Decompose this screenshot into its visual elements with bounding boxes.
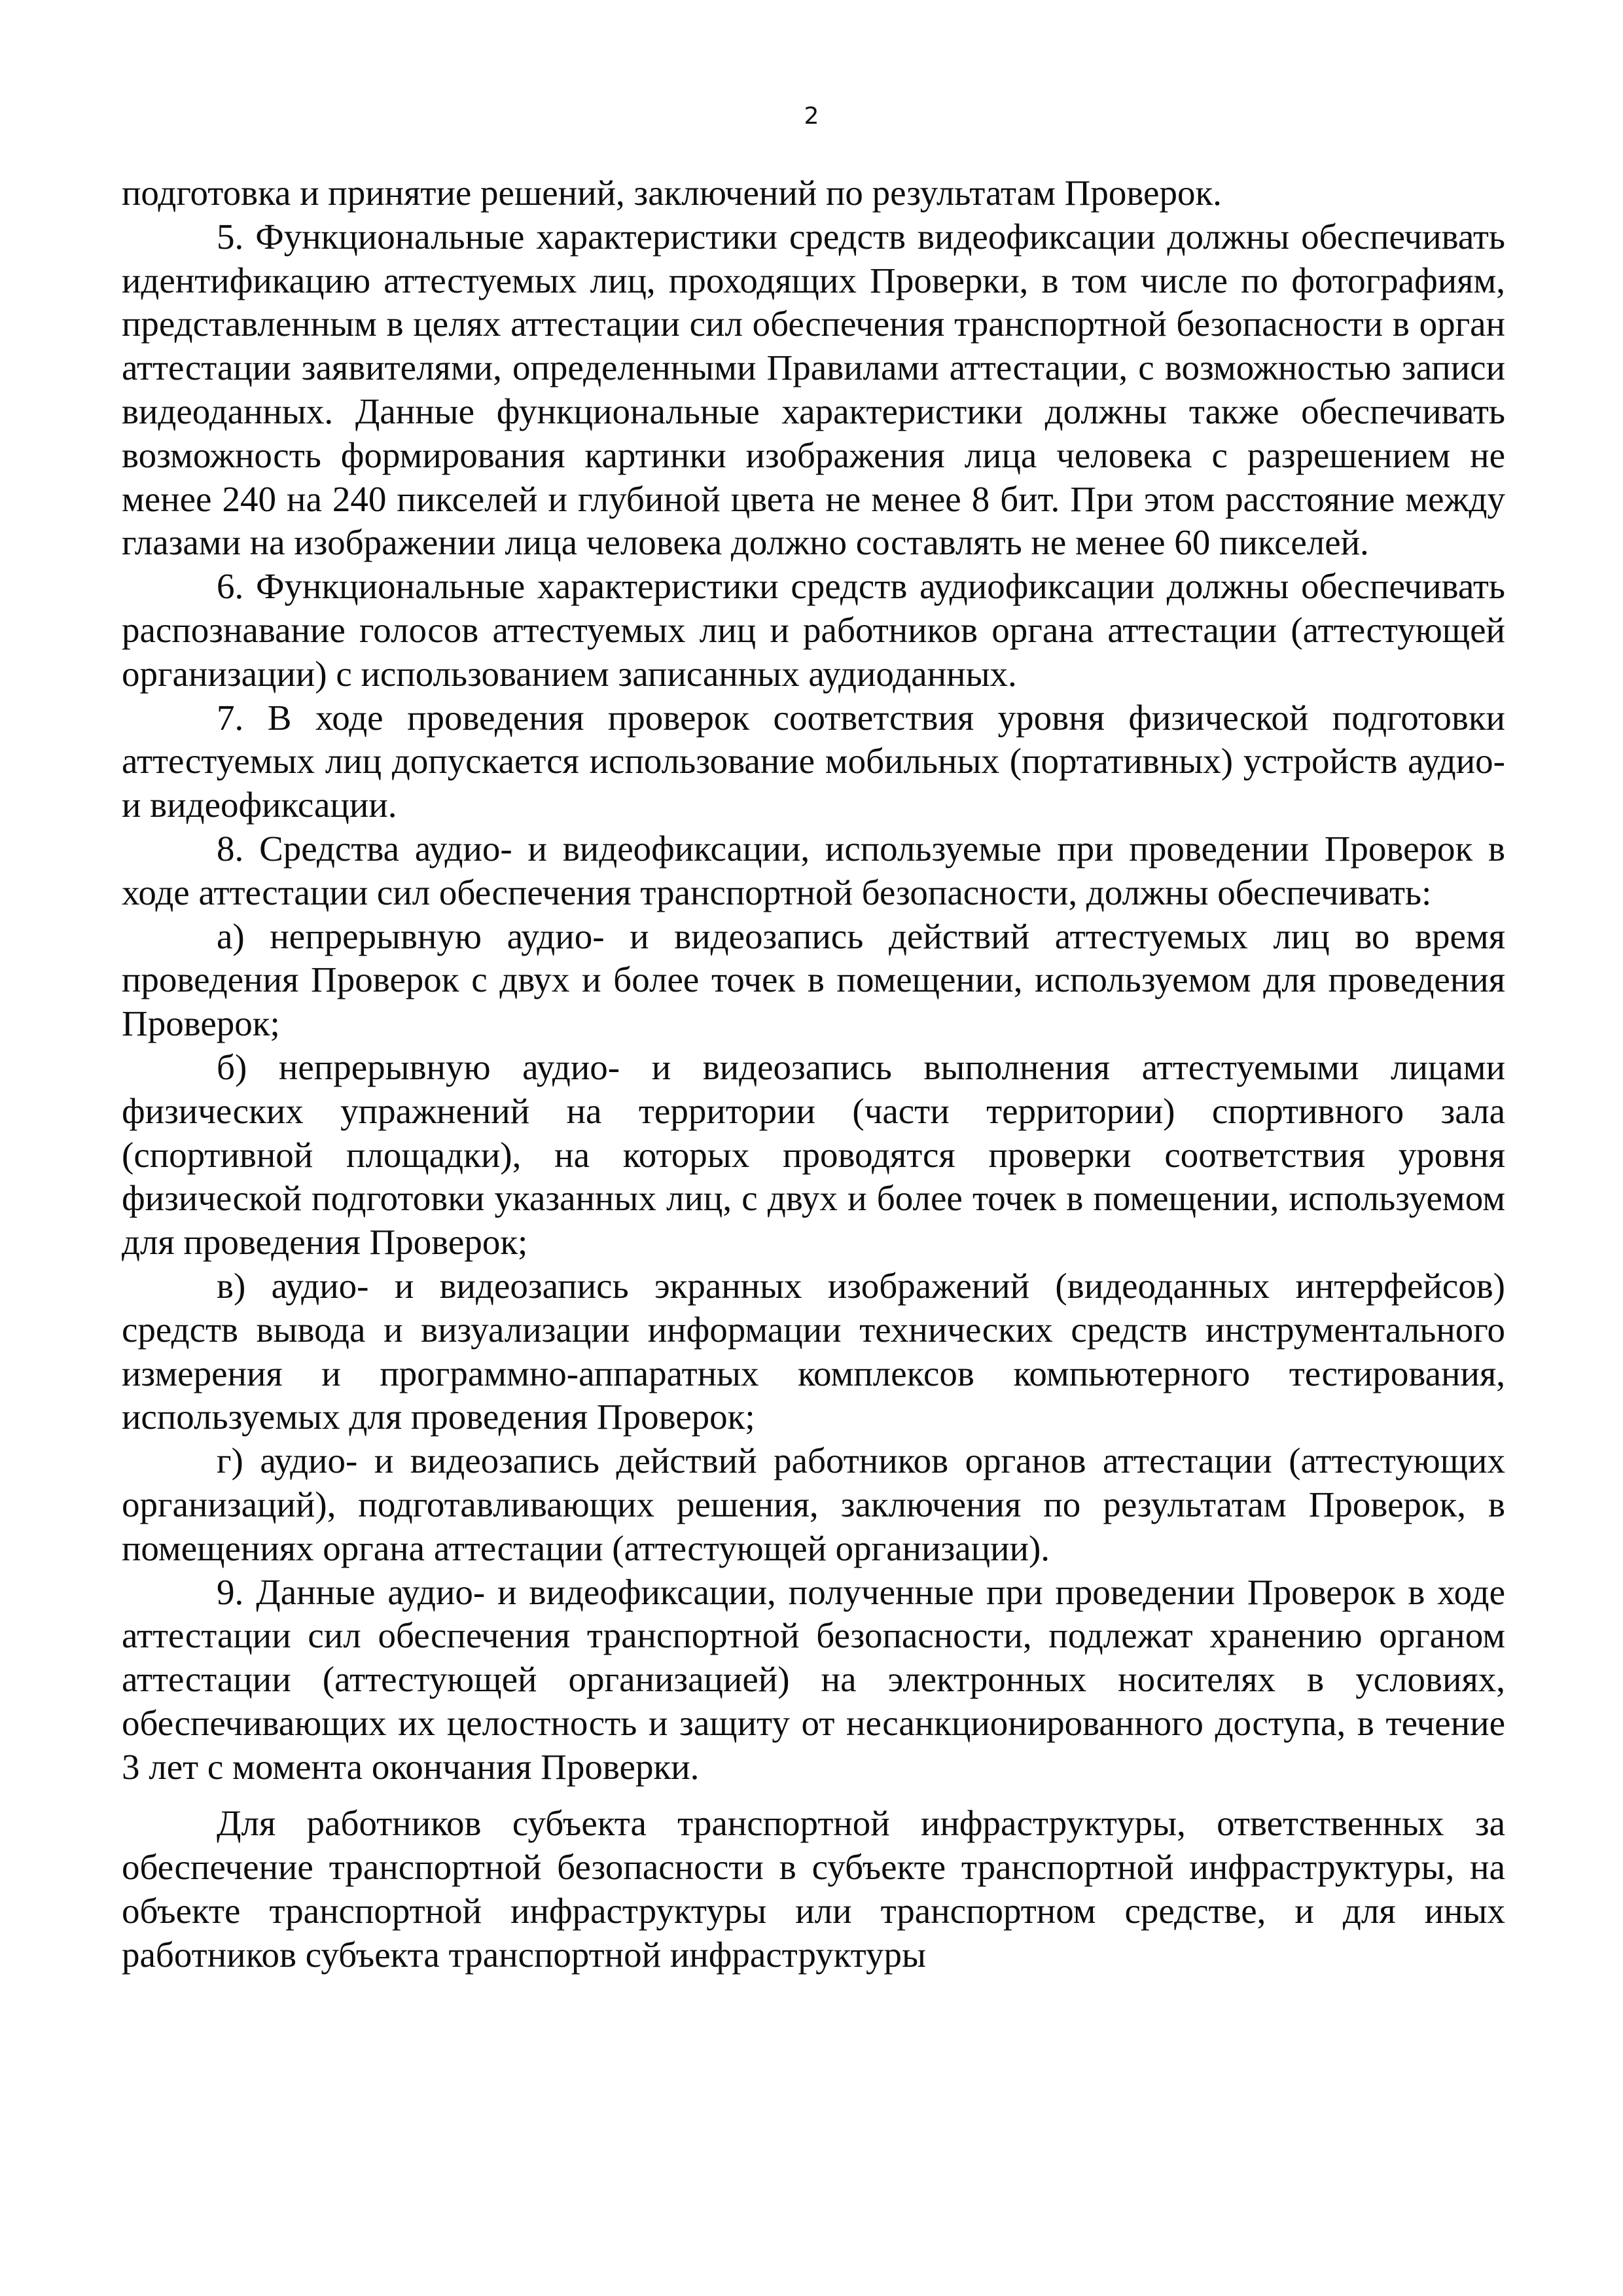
paragraph-item-8v: в) аудио- и видеозапись экранных изображений (видеоданных интерфейсов) средств вывода и визуализации информации технических средств инструментального измерения и программно-аппаратных комплексов компьютерного тестирования, используемых для проведения Проверок; bbox=[122, 1265, 1505, 1437]
paragraph-item-8a: а) непрерывную аудио- и видеозапись действий аттестуемых лиц во время проведения Проверок с двух и более точек в помещении, используемом для проведения Проверок; bbox=[122, 916, 1505, 1044]
paragraph-item-8b: б) непрерывную аудио- и видеозапись выполнения аттестуемыми лицами физических упражнений на территории (части территории) спортивного зала (спортивной площадки), на которых проводятся проверки соответствия уровня физической подготовки указанных лиц, с двух и более точек в помещении, используемом для проведения Проверок; bbox=[122, 1047, 1505, 1263]
document-body bbox=[122, 171, 1505, 1977]
paragraph-item-5: 5. Функциональные характеристики средств видеофиксации должны обеспечивать идентификацию аттестуемых лиц, проходящих Проверки, в том числе по фотографиям, представленным в целях аттестации сил обеспечения транспортной безопасности в орган аттестации заявителями, определенными Правилами аттестации, с возможностью записи видеоданных. Данные функциональные характеристики должны также обеспечивать возможность формирования картинки изображения лица человека с разрешением не менее 240 на 240 пикселей и глубиной цвета не менее 8 бит. При этом расстояние между глазами на изображении лица человека должно составлять не менее 60 пикселей. bbox=[122, 216, 1505, 563]
paragraph-item-9: 9. Данные аудио- и видеофиксации, полученные при проведении Проверок в ходе аттестации сил обеспечения транспортной безопасности, подлежат хранению органом аттестации (аттестующей организацией) на электронных носителях в условиях, обеспечивающих их целостность и защиту от несанкционированного доступа, в течение 3 лет с момента окончания Проверки. bbox=[122, 1571, 1505, 1787]
page-number: 2 bbox=[804, 103, 819, 130]
paragraph-item-7: 7. В ходе проведения проверок соответствия уровня физической подготовки аттестуемых лиц допускается использование мобильных (портативных) устройств аудио- и видеофиксации. bbox=[122, 697, 1505, 825]
paragraph-item-8g: г) аудио- и видеозапись действий работников органов аттестации (аттестующих организаций), подготавливающих решения, заключения по результатам Проверок, в помещениях органа аттестации (аттестующей организации). bbox=[122, 1441, 1505, 1568]
paragraph-item-6: 6. Функциональные характеристики средств аудиофиксации должны обеспечивать распознавание голосов аттестуемых лиц и работников органа аттестации (аттестующей организации) с использованием записанных аудиоданных. bbox=[122, 566, 1505, 694]
paragraph-item-8: 8. Средства аудио- и видеофиксации, используемые при проведении Проверок в ходе аттестации сил обеспечения транспортной безопасности, должны обеспечивать: bbox=[122, 828, 1505, 912]
paragraph-workers: Для работников субъекта транспортной инфраструктуры, ответственных за обеспечение транспортной безопасности в субъекте транспортной инфраструктуры, на объекте транспортной инфраструктуры или транспортном средстве, и для иных работников субъекта транспортной инфраструктуры bbox=[122, 1803, 1505, 1975]
paragraph-continuation: подготовка и принятие решений, заключений по результатам Проверок. bbox=[122, 173, 1222, 213]
